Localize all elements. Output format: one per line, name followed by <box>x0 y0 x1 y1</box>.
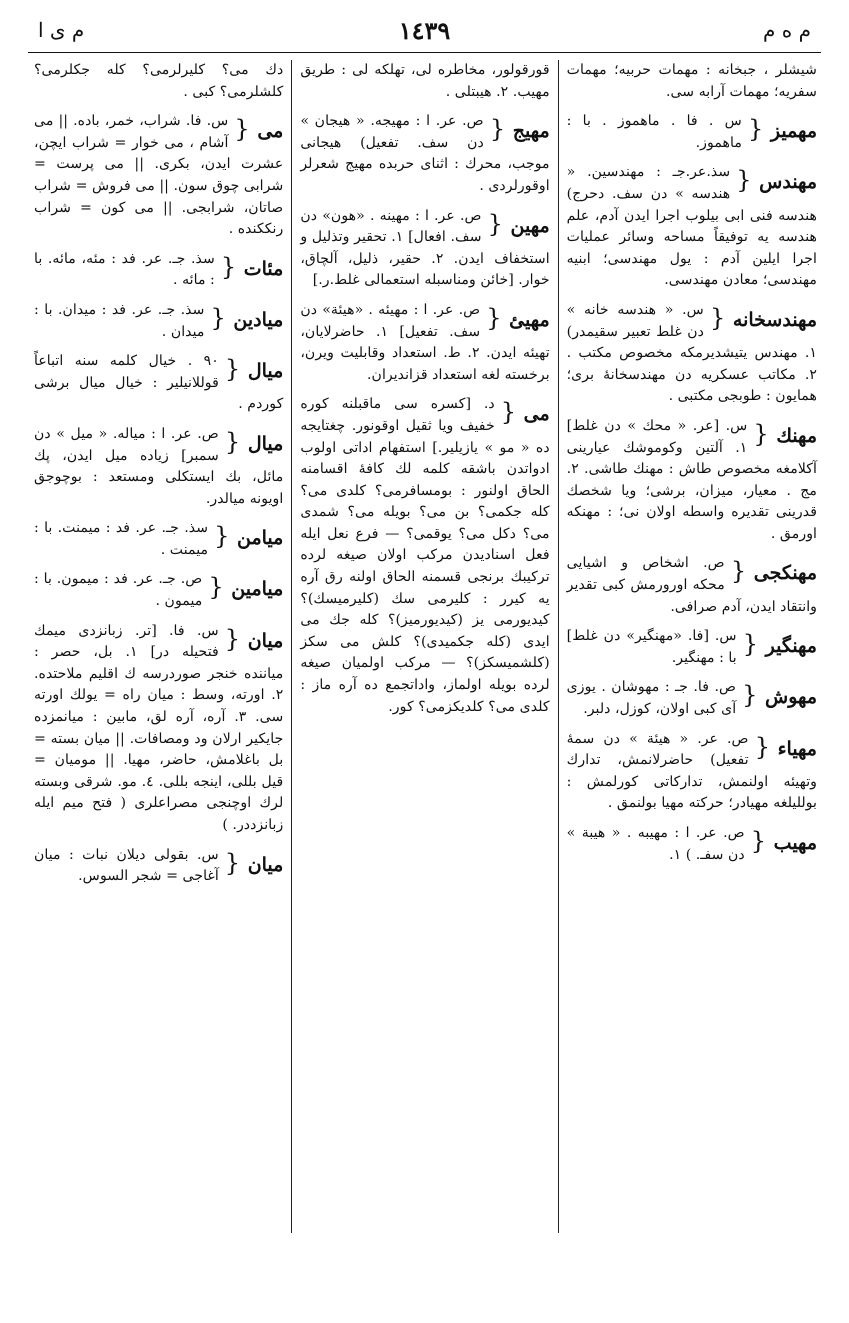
entry-definition: س. فا. شراب، خمر، باده. || می آشام ، می خوار = شراب ایچن، عشرت ایدن، بکری. || می پرست = شرابی چوق سون. || می فروش = شراب صاتان، شرابجی. || می کون = شراب رنککنده . <box>34 113 284 238</box>
entry-headword: مئات { <box>221 249 284 283</box>
dictionary-entry <box>300 300 549 386</box>
entry-definition: س. [عر. « محك » دن غلط] ١. آلتین وکوموشك عیارینی آکلامغه مخصوص طاش : مهنك طاشی. ٢. مج . معیار، میزان، برشی؛ ویا شخصك قدرینی تقدیره واسطه اولان نی؛ : مهنکه اورمق . <box>566 417 817 542</box>
dictionary-entry <box>34 845 283 888</box>
running-head-left: م ی ا <box>38 18 85 42</box>
entry-definition: سذ. جـ. عر. فد : میمنت. با : میمنت . <box>34 520 209 558</box>
dictionary-entry <box>567 300 817 408</box>
entry-definition: ٩٠ . خیال کلمه سنه اتباعاً قوللانیلیر : خیال میال برشی کوردم . <box>34 353 284 413</box>
entry-definition: سذ. جـ. عر. فد : مئه، مائه. با : مائه . <box>34 250 215 289</box>
entry-definition: قورقولور، مخاطره لی، تهلکه لی : طریق مهیب. ٢. هیبتلی . <box>300 62 550 100</box>
page-number: ١٤٣٩ <box>398 16 451 45</box>
dictionary-entry <box>567 626 817 669</box>
entry-definition: س. فا. [تر. زبانزدی میمك فتحیله در] ١. بل، حصر : میاننده خنجر صوردرسه ك اقلیم ملاحتده. ٢. اورته، وسط : میان راه = یولك اورته سی. ٣. آره، آره لق، مابین : میانمزده جایکیر ارلان ود ومصافات. || میان بسته = بل باغلامش، حاضر، مهیا. || مومیان = قیل بللی، اینجه بللی. ٤. مو. شرقی وبسته لرك اوچنجی مصراعلری ( فتح میم ایله زبانزددر. ) <box>34 622 284 833</box>
column-middle <box>292 60 558 1233</box>
entry-definition: ص. عر. ا : مهیبه . « هیبة » دن سفـ. ) ١. <box>566 825 745 863</box>
running-head-right: م ه م <box>763 18 811 42</box>
dictionary-entry <box>34 60 283 103</box>
entry-definition: ص. جـ. عر. فد : میمون. با : میمون . <box>34 571 203 610</box>
dictionary-entry <box>34 351 283 416</box>
entry-headword: میال { <box>225 424 283 458</box>
entry-definition: سذ. جـ. عر. فد : میدان. با : میدان . <box>34 301 205 340</box>
entry-definition: ص. عر. ا : میاله. « میل » دن سمبر] زیاده میل ایدن، پك مائل، بك ایستکلی ومستعد : بوچوجق اویونه میالدر. <box>34 425 284 507</box>
entry-headword: مهوش { <box>742 677 817 711</box>
entry-definition: سذ.عر.جـ : مهندسین. « هندسه » دن سف. دحرج) هندسه فنی ابی بیلوب اجرا ایدن آدم، علم هندسه یه توفیقاً مساحه وسائر عملیات اجرا ایلین آدم : یول مهندسی؛ ابنیه مهندسی؛ معادن مهندسی. <box>566 164 817 289</box>
entry-definition: س . فا . ماهموز . با : ماهموز. <box>566 113 742 151</box>
entry-headword: مهیاء { <box>755 729 817 763</box>
entry-headword: مهندس { <box>736 162 817 196</box>
entry-headword: می { <box>501 394 550 428</box>
entry-headword: مهیب { <box>751 823 817 857</box>
column-left <box>26 60 292 1233</box>
dictionary-entry <box>34 424 283 510</box>
dictionary-entry <box>300 111 549 197</box>
dictionary-entry <box>567 677 817 720</box>
entry-definition: ص. فا. جـ : مهوشان . یوزی آی کبی اولان، کوزل، دلبر. <box>566 679 737 718</box>
entry-headword: مهمیز { <box>748 111 817 145</box>
dictionary-entry <box>567 416 817 546</box>
entry-headword: مهیئ { <box>486 300 549 334</box>
dictionary-entry <box>34 300 283 343</box>
entry-headword: میامین { <box>208 569 283 603</box>
dictionary-entry <box>567 162 817 292</box>
entry-headword: میال { <box>225 351 283 385</box>
entry-headword: مهنك { <box>753 416 817 450</box>
dictionary-entry <box>567 111 817 154</box>
entry-definition: ص. عر. « هیئة » دن سمهٔ تفعیل) حاضرلانمش، تدارك وتهیئه اولنمش، تدارکاتی کورلمش : بوللیلغه مهیادر؛ حرکته مهیا بولنمق . <box>566 730 817 812</box>
dictionary-entry <box>34 569 283 612</box>
entry-definition: شیشلر ، جبخانه : مهمات حربیه؛ مهمات سفریه؛ مهمات آرابه سی. <box>566 62 817 100</box>
dictionary-entry <box>34 111 283 241</box>
entry-headword: مهندسخانه { <box>710 300 817 334</box>
dictionary-entry <box>300 60 549 103</box>
entry-headword: میادین { <box>211 300 284 334</box>
entry-definition: ص. اشخاص و اشیایی محکه اورورمش کبی تقدیر وانتقاد ایدن، آدم صرافی. <box>566 555 817 615</box>
dictionary-entry <box>567 729 817 815</box>
columns-container <box>26 60 825 1233</box>
entry-definition: ص. عر. ا : مهیجه. « هیجان » دن سف. تفعیل) هیجانی موجب، محرك : اثنای حربده مهیج شعرلر اوقورلردی . <box>300 113 550 194</box>
entry-headword: مهیج { <box>490 111 550 145</box>
dictionary-entry <box>34 249 283 292</box>
entry-headword: میان { <box>225 845 284 879</box>
header-rule <box>28 52 821 53</box>
dictionary-entry <box>300 206 549 292</box>
entry-headword: میامن { <box>214 518 283 552</box>
entry-definition: س. « هندسه خانه » دن غلط تعبیر سقیمدر) ١. مهندس یتیشدیرمکه مخصوص مکتب . ٢. مکاتب عسکریه دن مهندسخانهٔ بری؛ همایون : طوبجی مکتبی . <box>566 301 817 405</box>
entry-headword: میان { <box>225 621 284 655</box>
dictionary-entry <box>567 553 817 618</box>
dictionary-entry <box>567 823 817 866</box>
dictionary-entry <box>567 60 817 103</box>
entry-definition: ص. عر. ا : مهیئه . «هیئة» دن سف. تفعیل] ١. حاضرلایان، تهیئه ایدن. ٢. ط. استعداد وقابلیت ویرن، برخسته لغه استعداد قزاندیران. <box>300 301 550 383</box>
entry-definition: س. بقولی دیلان نبات : میان آغاجی = شجر السوس. <box>34 846 219 885</box>
entry-definition: ص. عر. ا : مهینه . «هون» دن سف. افعال] ١. تحقیر وتذلیل و استخفاف ایدن. ٢. حقیر، ذلیل، آلچاق، خوار. [خائن ومناسبله استعمالی غلط.ر.] <box>300 207 550 289</box>
entry-headword: مهنکجی { <box>731 553 817 587</box>
entry-headword: مهین { <box>488 206 550 240</box>
dictionary-entry <box>34 518 283 561</box>
entry-headword: مهنگیر { <box>743 626 817 660</box>
dictionary-entry <box>300 394 549 718</box>
entry-definition: س. [فا. «مهنگیر» دن غلط] با : مهنگیر. <box>566 628 737 666</box>
entry-definition: دك می؟ کلیرلرمی؟ کله جکلرمی؟ کلشلرمی؟ کبی . <box>34 62 284 100</box>
entry-headword: می { <box>234 111 283 145</box>
entry-definition: د. [کسره سی ماقبلنه کوره خفیف ویا ثقیل اوقونور. چغتایجه ده « مو » یازیلیر.] استفهام اداتی اولوب ادواتدن باشقه کلمه لك کافهٔ اقسامنه الحاق اولنور : بومسافرمی؟ کلدی می؟ کله جکمی؟ بن می؟ بویله می؟ شمدی می؟ دکل می؟ یوقمی؟ — فرع نعل ایله فعل اسنادیدن مرکب اولان صیغه لرده ترکیبك برنجی قسمنه الحاق اولنه رق آره یه کیرر : کلیرمی سك (کلیرمیسك)؟ کیدیورمی یز (کیدیورمیز)؟ کله جك می ایدی (کله جکمیدی)؟ کلش می سکز (کلشمیسکز)؟ — مرکب اولمیان صیغه لرده بویله اولماز، واداتجمع ده آره ماز : کلدی می؟ کلدیکزمی؟ کور. <box>300 396 550 715</box>
dictionary-entry <box>34 621 283 837</box>
column-right <box>559 60 825 1233</box>
running-head <box>28 14 821 48</box>
